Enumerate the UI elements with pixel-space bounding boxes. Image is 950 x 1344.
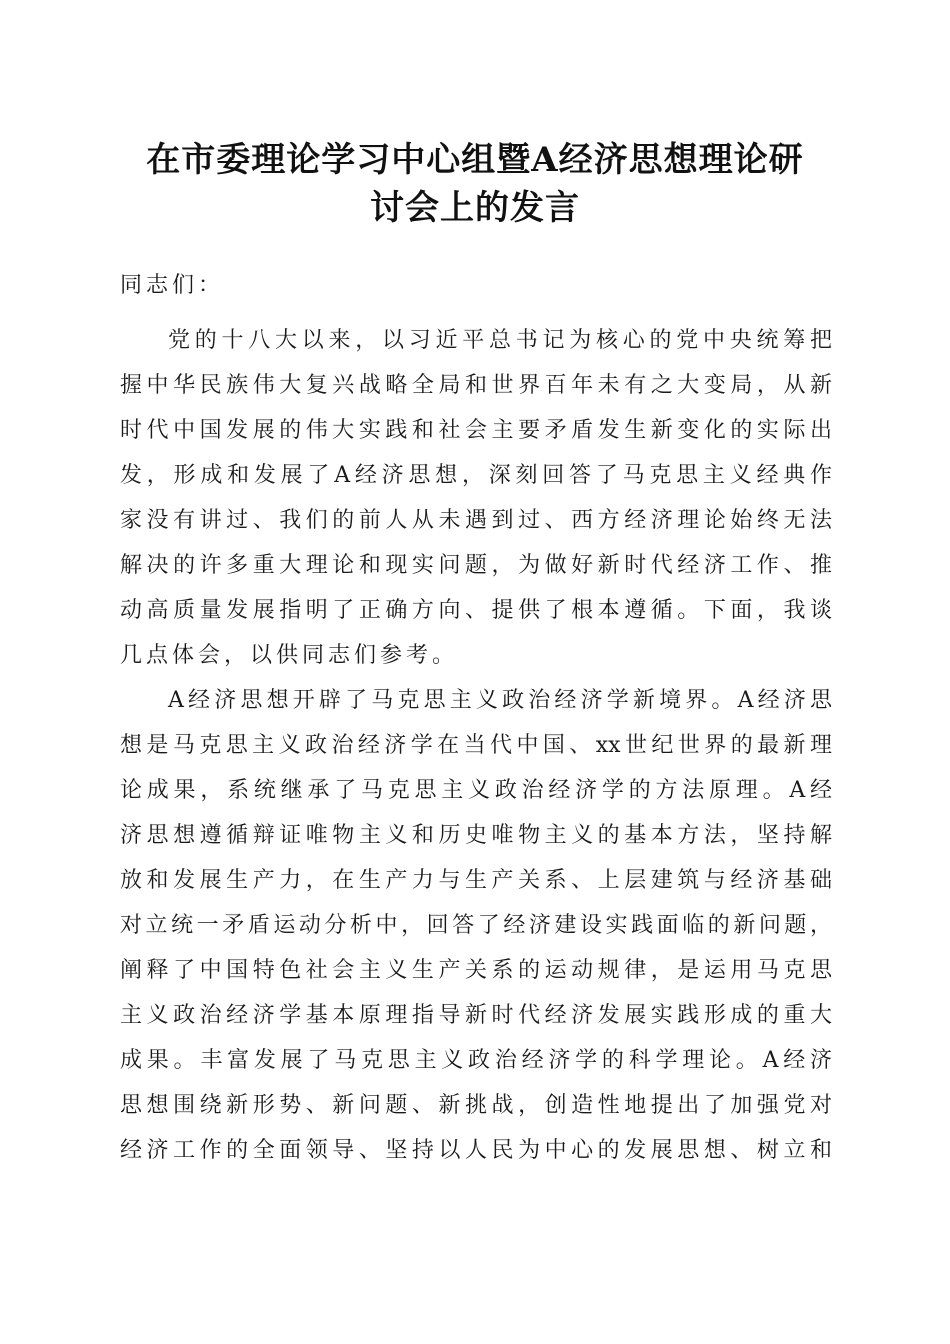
paragraph-1-line: 握中华民族伟大复兴战略全局和世界百年未有之大变局，从新	[120, 373, 832, 398]
paragraph-2-line: 论成果，系统继承了马克思主义政治经济学的方法原理。A经	[120, 778, 832, 803]
title-line-2: 讨会上的发言	[370, 188, 580, 228]
paragraph-2-line: 想是马克思主义政治经济学在当代中国、xx世纪世界的最新理	[120, 733, 832, 758]
paragraph-1-line: 时代中国发展的伟大实践和社会主要矛盾发生新变化的实际出	[120, 418, 832, 443]
paragraph-2-line: 济思想遵循辩证唯物主义和历史唯物主义的基本方法，坚持解	[120, 823, 832, 848]
paragraph-1-line: 发，形成和发展了A经济思想，深刻回答了马克思主义经典作	[120, 463, 832, 488]
title-line-1: 在市委理论学习中心组暨A经济思想理论研	[146, 140, 804, 180]
paragraph-2-line: 放和发展生产力，在生产力与生产关系、上层建筑与经济基础	[120, 868, 832, 893]
document-title	[100, 136, 850, 232]
paragraph-1-line: 解决的许多重大理论和现实问题，为做好新时代经济工作、推	[120, 553, 832, 578]
paragraph-2-line: 经济工作的全面领导、坚持以人民为中心的发展思想、树立和	[120, 1138, 832, 1163]
salutation: 同志们：	[120, 273, 225, 298]
paragraph-1-line: 动高质量发展指明了正确方向、提供了根本遵循。下面，我谈	[120, 598, 832, 623]
paragraph-2-line: 主义政治经济学基本原理指导新时代经济发展实践形成的重大	[120, 1003, 832, 1028]
paragraph-2-line: 对立统一矛盾运动分析中，回答了经济建设实践面临的新问题，	[120, 913, 832, 938]
paragraph-2-line: 成果。丰富发展了马克思主义政治经济学的科学理论。A经济	[120, 1048, 832, 1073]
paragraph-2-line: A经济思想开辟了马克思主义政治经济学新境界。A经济思	[168, 688, 832, 713]
paragraph-2-line: 思想围绕新形势、新问题、新挑战，创造性地提出了加强党对	[120, 1093, 832, 1118]
paragraph-1-line: 党的十八大以来，以习近平总书记为核心的党中央统筹把	[168, 328, 832, 353]
paragraph-2-line: 阐释了中国特色社会主义生产关系的运动规律，是运用马克思	[120, 958, 832, 983]
paragraph-1-line: 几点体会，以供同志们参考。	[120, 643, 459, 668]
paragraph-1-line: 家没有讲过、我们的前人从未遇到过、西方经济理论始终无法	[120, 508, 832, 533]
